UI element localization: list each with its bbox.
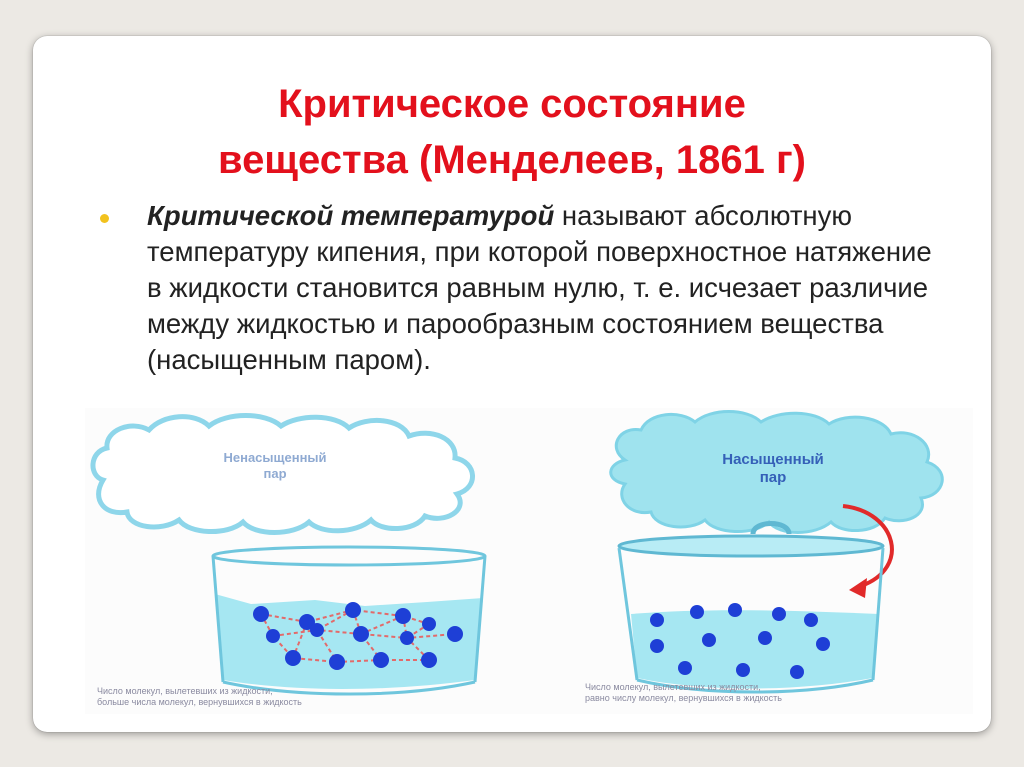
slide: [33, 36, 991, 732]
beaker-left: [213, 547, 485, 694]
slide-title: [33, 76, 991, 188]
bullet-emphasis: Критической температурой: [147, 200, 555, 231]
cloud-left-line2: пар: [263, 466, 287, 481]
caption-right-line1: Число молекул, вылетевших из жидкости,: [585, 682, 761, 692]
caption-right-line2: равно числу молекул, вернувшихся в жидкость: [585, 693, 782, 703]
caption-left: [97, 686, 302, 708]
vapor-diagram-svg: [85, 408, 973, 714]
bullet-text: [147, 198, 947, 378]
beaker-right: [619, 524, 883, 693]
cloud-left-line1: Ненасыщенный: [223, 450, 327, 465]
title-line-1: Критическое состояние: [278, 82, 746, 126]
cloud-left-icon: [93, 416, 473, 533]
cloud-right-line2: пар: [759, 469, 787, 486]
vapor-illustration: [85, 408, 973, 714]
title-line-2: вещества (Менделеев, 1861 г): [218, 138, 806, 182]
caption-right: [585, 682, 782, 704]
bullet-body: называют абсолютную температуру кипения, при которой поверхностное натяжение в жидкости становится равным нулю, т. е. исчезает различие между жидкостью и парообразным состоянием вещества (насыщенным паром).: [147, 200, 932, 375]
cloud-right-line1: Насыщенный: [722, 451, 824, 468]
bullet-dot-icon: [100, 214, 109, 223]
cloud-right-icon: [611, 412, 943, 533]
caption-left-line1: Число молекул, вылетевших из жидкости,: [97, 686, 273, 696]
caption-left-line2: больше числа молекул, вернувшихся в жидкость: [97, 697, 302, 707]
